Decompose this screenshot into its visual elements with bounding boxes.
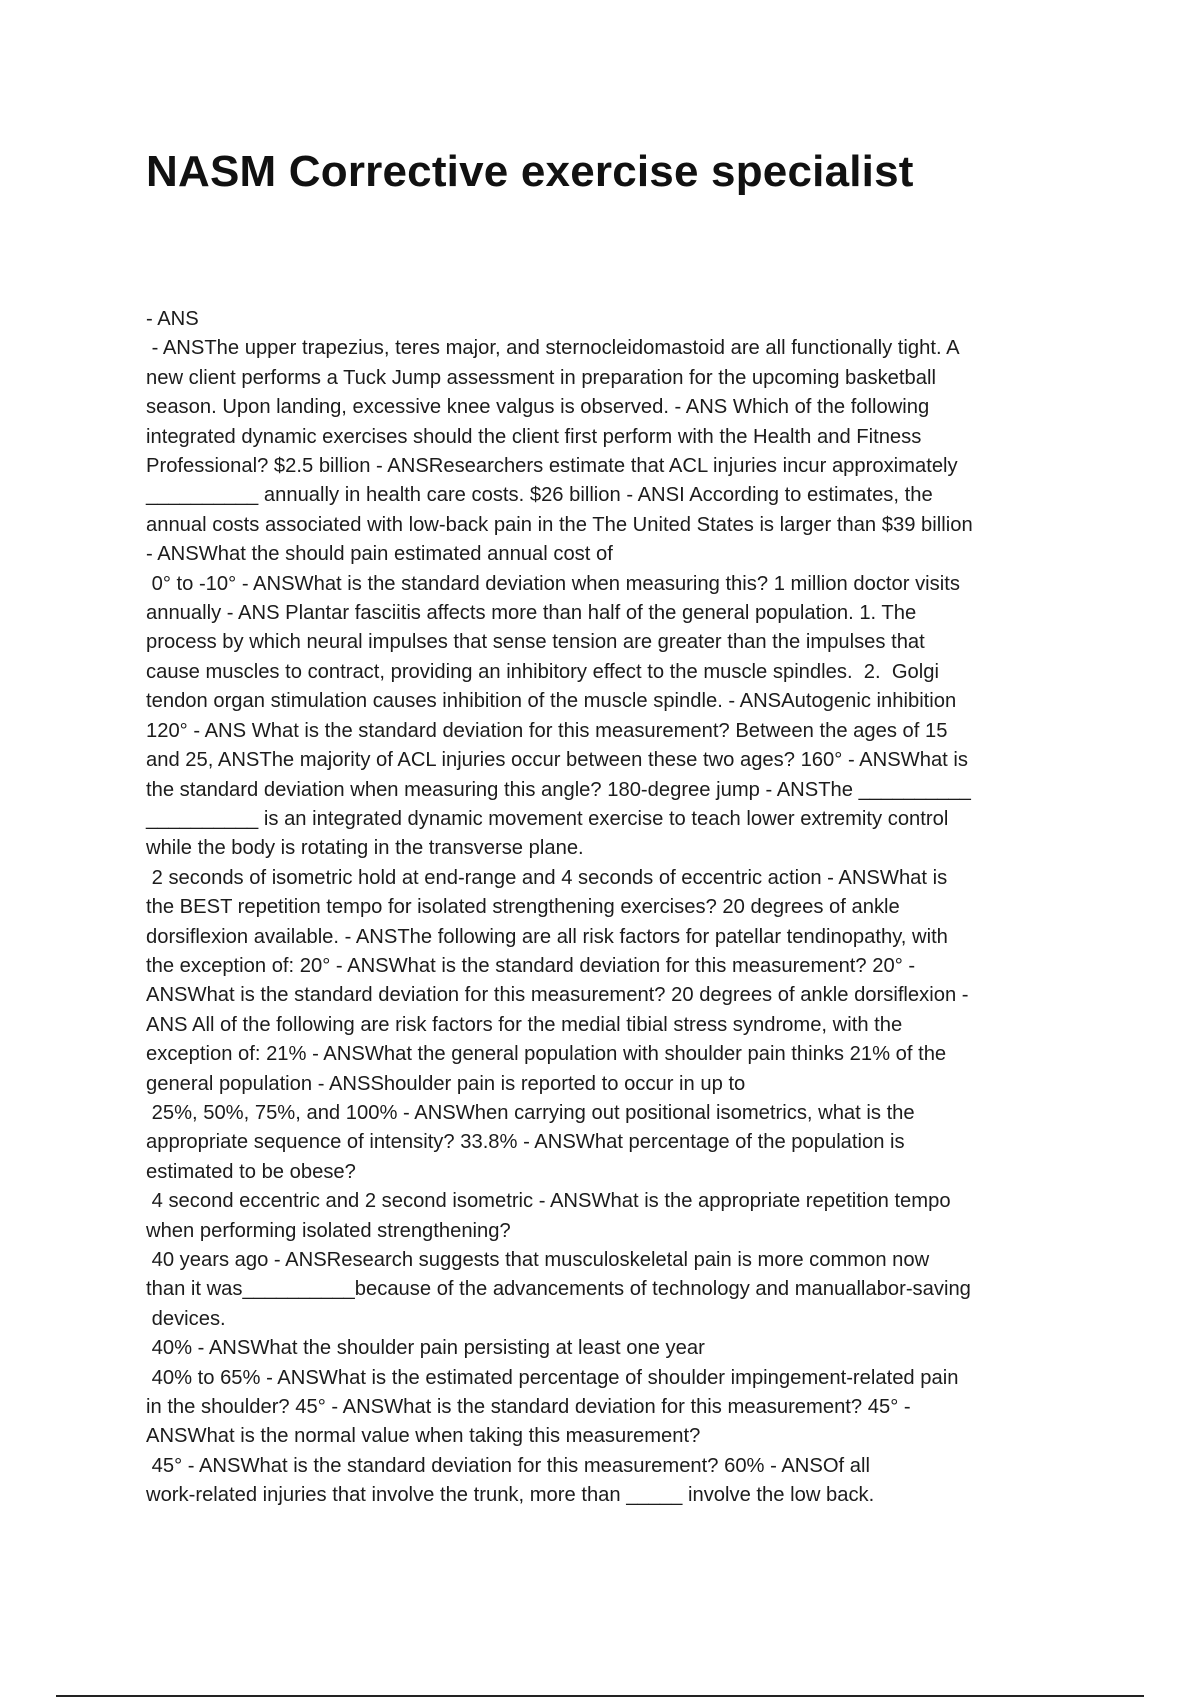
body-line: when performing isolated strengthening? <box>146 1219 511 1242</box>
body-line: the exception of: 20° - ANSWhat is the standard deviation for this measurement? 20° - <box>146 954 916 977</box>
body-line: appropriate sequence of intensity? 33.8% - ANSWhat percentage of the population is <box>146 1131 905 1154</box>
body-line: 0° to -10° - ANSWhat is the standard deviation when measuring this? 1 million doctor visits <box>146 572 960 595</box>
body-line: devices. <box>146 1307 226 1330</box>
body-line: 40 years ago - ANSResearch suggests that musculoskeletal pain is more common now <box>146 1249 930 1271</box>
body-line: 2 seconds of isometric hold at end-range and 4 seconds of eccentric action - ANSWhat is <box>146 866 948 889</box>
body-line: annual costs associated with low-back pain in the The United States is larger than $39 billion <box>146 513 973 536</box>
document-body <box>146 305 1066 1511</box>
body-line: the standard deviation when measuring this angle? 180-degree jump - ANSThe __________ <box>146 778 971 801</box>
body-line: season. Upon landing, excessive knee valgus is observed. - ANS Which of the following <box>146 396 930 419</box>
body-line: work-related injuries that involve the trunk, more than _____ involve the low back. <box>146 1484 875 1507</box>
footer-divider <box>56 1695 1144 1697</box>
body-line: ANS All of the following are risk factors for the medial tibial stress syndrome, with the <box>146 1013 903 1036</box>
body-line: in the shoulder? 45° - ANSWhat is the standard deviation for this measurement? 45° - <box>146 1396 911 1419</box>
body-line: new client performs a Tuck Jump assessment in preparation for the upcoming basketball <box>146 366 936 389</box>
body-line: tendon organ stimulation causes inhibition of the muscle spindle. - ANSAutogenic inhibition <box>146 690 957 713</box>
body-line: - ANSWhat the should pain estimated annual cost of <box>146 543 613 566</box>
body-line: 40% - ANSWhat the shoulder pain persisting at least one year <box>146 1337 705 1360</box>
body-line: __________ annually in health care costs. $26 billion - ANSI According to estimates, the <box>146 484 933 507</box>
body-line: integrated dynamic exercises should the client first perform with the Health and Fitness <box>146 425 922 448</box>
body-line: than it was__________because of the advancements of technology and manuallabor-saving <box>146 1278 971 1301</box>
body-line: __________ is an integrated dynamic movement exercise to teach lower extremity control <box>146 807 949 830</box>
body-line: 40% to 65% - ANSWhat is the estimated percentage of shoulder impingement-related pain <box>146 1366 959 1389</box>
body-line: - ANSThe upper trapezius, teres major, and sternocleidomastoid are all functionally tight. A <box>146 337 960 360</box>
body-line: 120° - ANS What is the standard deviation for this measurement? Between the ages of 15 <box>146 719 948 742</box>
document-title: NASM Corrective exercise specialist <box>146 147 914 196</box>
body-line: Professional? $2.5 billion - ANSResearchers estimate that ACL injuries incur approximately <box>146 455 958 478</box>
body-line: general population - ANSShoulder pain is reported to occur in up to <box>146 1072 746 1095</box>
body-line: the BEST repetition tempo for isolated strengthening exercises? 20 degrees of ankle <box>146 896 900 919</box>
body-line: dorsiflexion available. - ANSThe following are all risk factors for patellar tendinopathy, with <box>146 925 948 948</box>
body-line: exception of: 21% - ANSWhat the general population with shoulder pain thinks 21% of the <box>146 1043 947 1066</box>
body-line: annually - ANS Plantar fasciitis affects more than half of the general population. 1. The <box>146 602 917 625</box>
body-line: process by which neural impulses that sense tension are greater than the impulses that <box>146 631 925 654</box>
body-line: ANSWhat is the normal value when taking this measurement? <box>146 1425 701 1448</box>
body-line: 25%, 50%, 75%, and 100% - ANSWhen carrying out positional isometrics, what is the <box>146 1101 915 1124</box>
body-line: ANSWhat is the standard deviation for this measurement? 20 degrees of ankle dorsiflexion - <box>146 984 969 1007</box>
body-line: while the body is rotating in the transverse plane. <box>146 837 584 860</box>
body-line: - ANS <box>146 308 199 330</box>
body-line: cause muscles to contract, providing an inhibitory effect to the muscle spindles. 2. Golgi <box>146 660 939 683</box>
body-line: 4 second eccentric and 2 second isometric - ANSWhat is the appropriate repetition tempo <box>146 1190 951 1213</box>
body-line: estimated to be obese? <box>146 1160 356 1183</box>
body-line: 45° - ANSWhat is the standard deviation for this measurement? 60% - ANSOf all <box>146 1454 870 1477</box>
body-line: and 25, ANSThe majority of ACL injuries occur between these two ages? 160° - ANSWhat is <box>146 749 968 772</box>
